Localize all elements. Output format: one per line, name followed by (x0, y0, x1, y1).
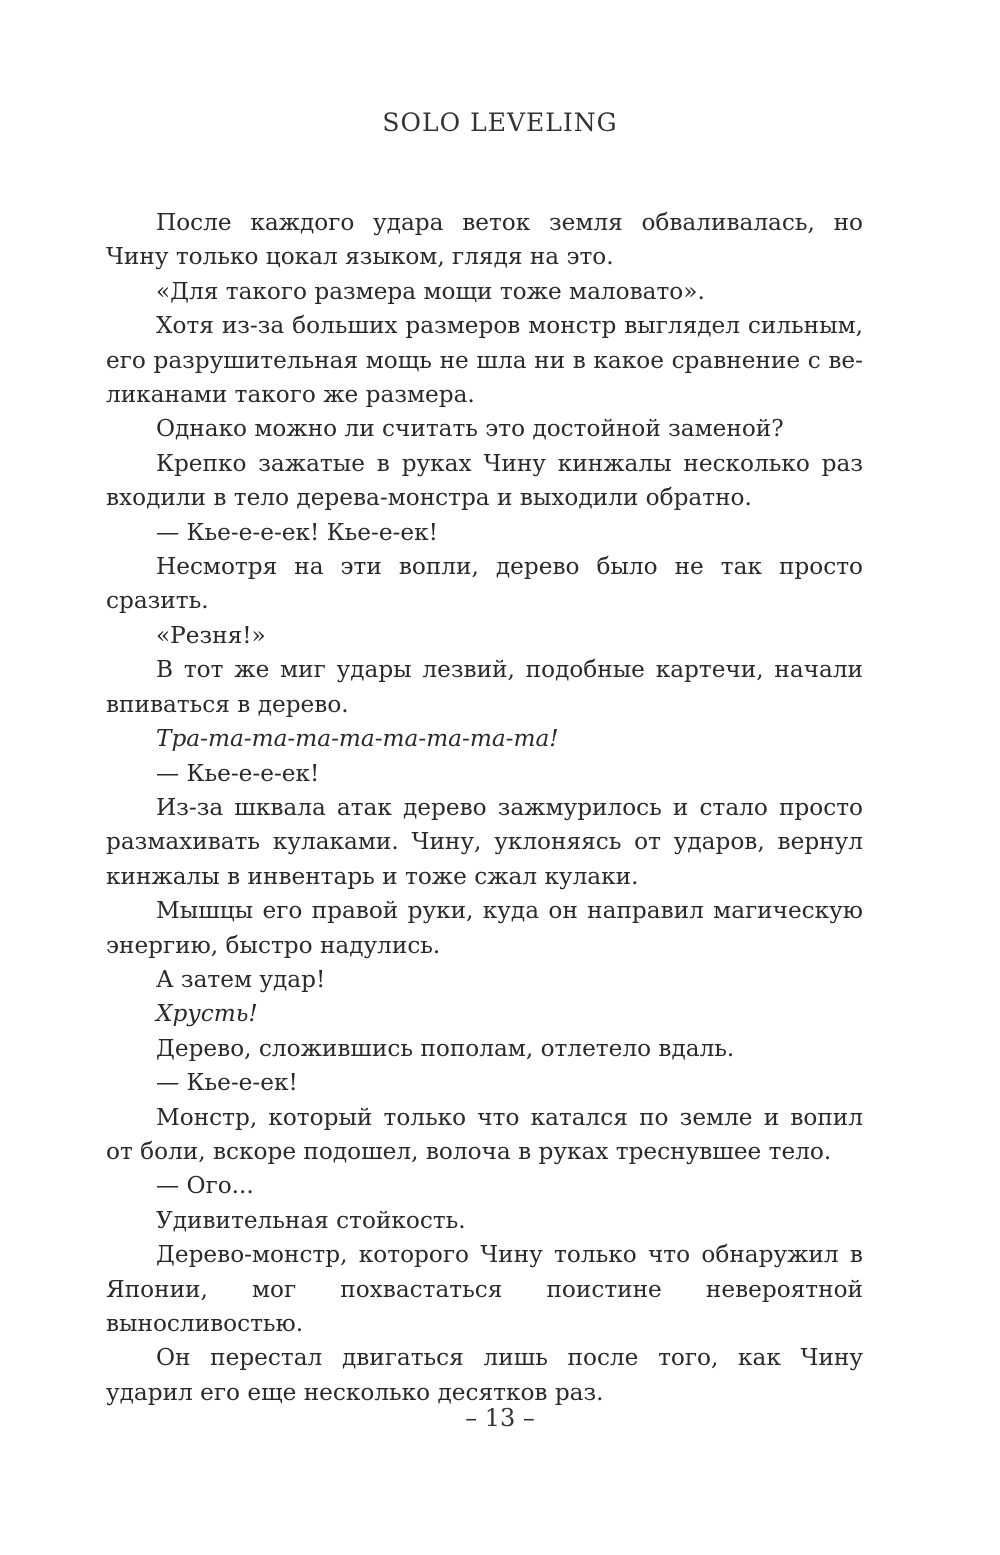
paragraph: Удивительная стойкость. (156, 1206, 466, 1234)
page-number: – 13 – (465, 1404, 535, 1432)
dialogue-line: — Ого... (156, 1172, 254, 1200)
paragraph: Из-за шквала атак дерево зажмурилось и стало просто размахивать кулаками. Чину, уклоняясь от ударов, вернул кинжалы в инвентарь и тоже сжал кулаки. (106, 793, 863, 890)
paragraph: Хотя из-за больших размеров монстр выглядел сильным, его разрушительная мощь не шла ни в какое сравнение с великанами такого же размера. (106, 312, 863, 409)
paragraph: Дерево, сложившись пополам, отлетело вдаль. (156, 1034, 735, 1062)
dialogue-line: — Кье-е-е-ек! Кье-е-ек! (156, 518, 438, 546)
paragraph: Дерево-монстр, которого Чину только что обнаружил в Японии, мог похвастаться поистине невероятной выносливостью. (106, 1241, 863, 1337)
paragraph: Он перестал двигаться лишь после того, как Чину ударил его еще несколько десятков раз. (106, 1344, 863, 1406)
thought-line: «Резня!» (156, 621, 266, 649)
sound-effect: Тра-та-та-та-та-та-та-та-та! (156, 725, 559, 753)
body-text (106, 206, 863, 1410)
dialogue-line: — Кье-е-е-ек! (156, 759, 320, 787)
paragraph: В тот же миг удары лезвий, подобные картечи, начали впиваться в дерево. (106, 656, 863, 718)
running-title: SOLO LEVELING (382, 108, 618, 137)
paragraph: Мышцы его правой руки, куда он направил магическую энергию, быстро надулись. (106, 897, 863, 959)
dialogue-line: — Кье-е-ек! (156, 1069, 298, 1097)
paragraph: После каждого удара веток земля обваливалась, но Чину только цокал языком, глядя на это. (106, 209, 863, 271)
sound-effect: Хрусть! (156, 1000, 258, 1028)
paragraph: Несмотря на эти вопли, дерево было не так просто сразить. (106, 553, 863, 615)
paragraph: Монстр, который только что катался по земле и вопил от боли, вскоре подошел, волоча в руках треснувшее тело. (106, 1103, 863, 1165)
paragraph: А затем удар! (156, 965, 326, 993)
paragraph: Крепко зажатые в руках Чину кинжалы несколько раз входили в тело дерева-монстра и выходили обратно. (106, 449, 863, 512)
paragraph: «Для такого размера мощи тоже маловато». (156, 277, 705, 305)
paragraph: Однако можно ли считать это достойной заменой? (156, 415, 784, 443)
